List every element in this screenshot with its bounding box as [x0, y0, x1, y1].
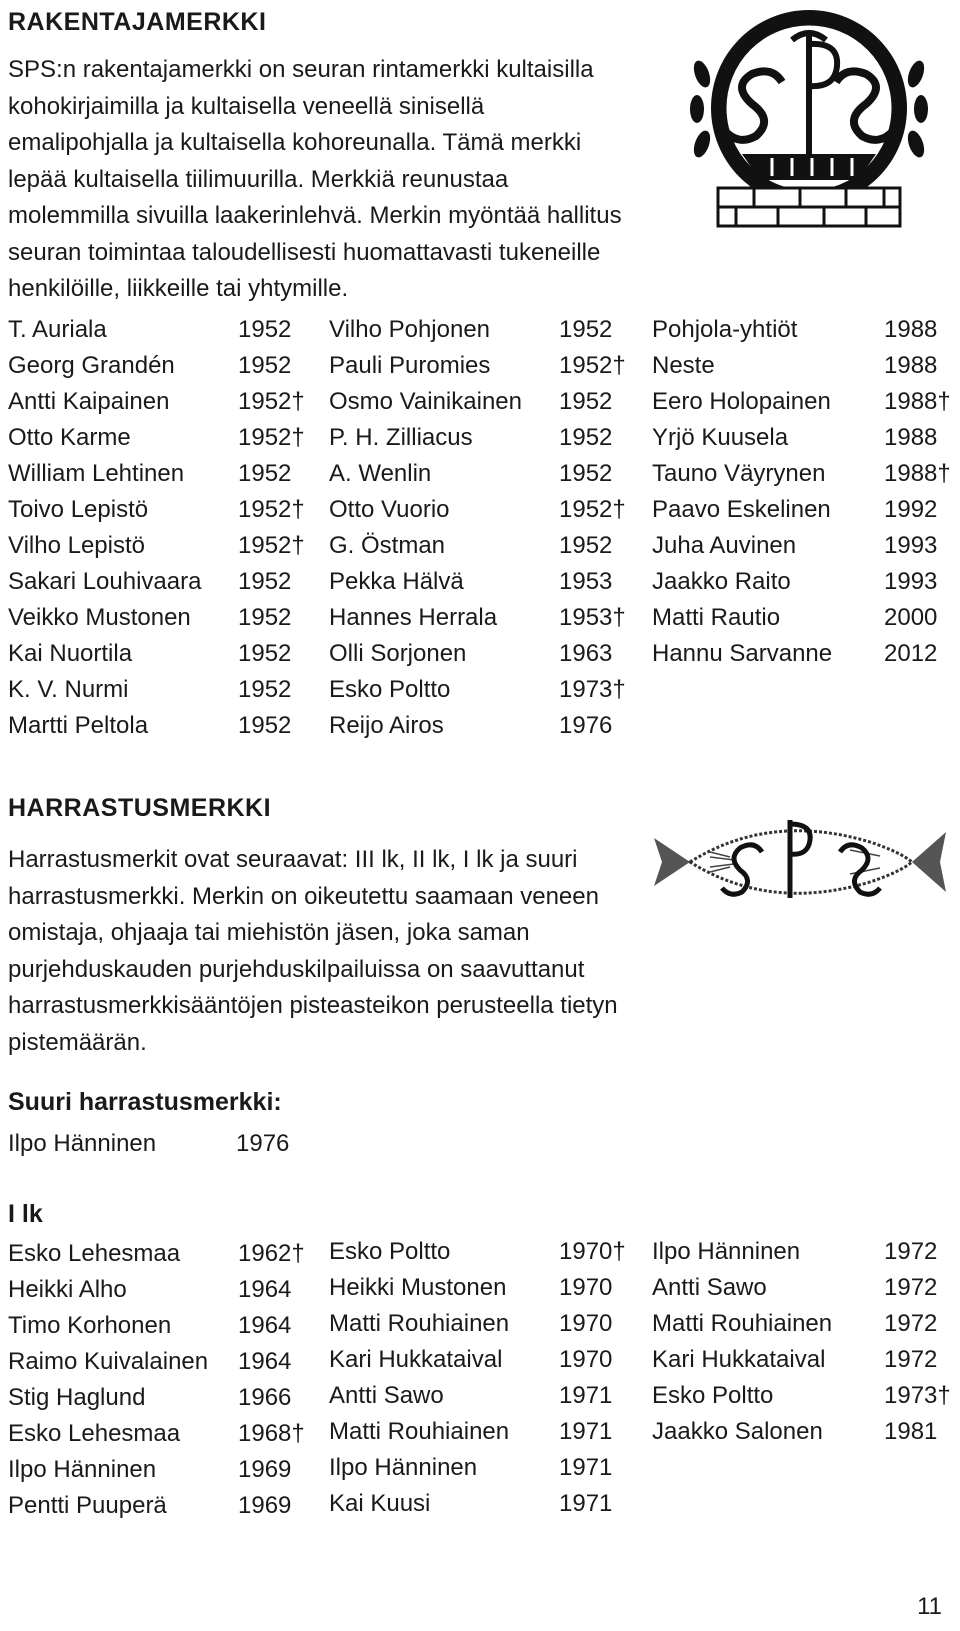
member-name: Ilpo Hänninen [8, 1456, 157, 1483]
member-name: Esko Lehesmaa [8, 1420, 181, 1447]
member-year: 1969 [238, 1492, 292, 1519]
member-year: 1972 [884, 1310, 938, 1337]
member-year: 1966 [238, 1384, 292, 1411]
member-year: 1988 [884, 352, 938, 379]
member-year: 1971 [559, 1454, 613, 1481]
member-name: Ilpo Hänninen [8, 1130, 157, 1157]
member-year: 1952 [238, 712, 292, 739]
member-name: Ilpo Hänninen [652, 1238, 801, 1265]
member-year: 1952 [559, 388, 613, 415]
member-year: 1952 [238, 604, 292, 631]
member-year: 1952† [559, 352, 626, 379]
harrastusmerkki-heading: HARRASTUSMERKKI [8, 794, 272, 822]
member-year: 1953† [559, 604, 626, 631]
member-year: 1952 [559, 460, 613, 487]
member-name: Heikki Alho [8, 1276, 127, 1303]
member-name: Matti Rautio [652, 604, 781, 631]
member-name: Pentti Puuperä [8, 1492, 167, 1519]
member-name: Antti Sawo [652, 1274, 767, 1301]
member-name: Pauli Puromies [329, 352, 491, 379]
member-year: 1988† [884, 388, 951, 415]
member-year: 1952† [238, 532, 305, 559]
member-name: Kai Kuusi [329, 1490, 431, 1517]
member-name: Matti Rouhiainen [329, 1418, 510, 1445]
member-name: Stig Haglund [8, 1384, 146, 1411]
member-year: 1972 [884, 1346, 938, 1373]
member-year: 1964 [238, 1312, 292, 1339]
rakentajamerkki-heading: RAKENTAJAMERKKI [8, 8, 267, 36]
member-name: Tauno Väyrynen [652, 460, 826, 487]
member-year: 2012 [884, 640, 938, 667]
member-year: 1963 [559, 640, 613, 667]
member-name: T. Auriala [8, 316, 107, 343]
member-name: Kai Nuortila [8, 640, 133, 667]
member-name: Paavo Eskelinen [652, 496, 831, 523]
boat-icon [742, 154, 876, 180]
member-year: 1952† [238, 388, 305, 415]
member-name: Vilho Lepistö [8, 532, 145, 559]
member-year: 2000 [884, 604, 938, 631]
member-year: 1970 [559, 1274, 613, 1301]
member-name: Antti Sawo [329, 1382, 444, 1409]
member-name: Jaakko Salonen [652, 1418, 823, 1445]
laurel-left-icon [690, 58, 713, 159]
member-name: Neste [652, 352, 715, 379]
rakentajamerkki-paragraph: SPS:n rakentajamerkki on seuran rintamerkki kultaisilla kohokirjaimilla ja kultaisella veneellä sinisellä emalipohjalla ja kultaisella kohoreunalla. Tämä merkki lepää kultaisella tiilimuurilla. Merkkiä reunustaa molemmilla sivuilla laakerinlehvä. Merkin myöntää hallitus seuran toimintaa taloudellisesti huomattavasti tukeneille henkilöille, liikkeille tai yhtymille. [8, 56, 622, 302]
member-name: Yrjö Kuusela [652, 424, 789, 451]
member-name: Toivo Lepistö [8, 496, 149, 523]
member-year: 1970 [559, 1310, 613, 1337]
member-name: Martti Peltola [8, 712, 149, 739]
member-year: 1972 [884, 1274, 938, 1301]
member-year: 1970 [559, 1346, 613, 1373]
member-name: Otto Karme [8, 424, 131, 451]
member-year: 1952 [238, 640, 292, 667]
member-year: 1952 [559, 532, 613, 559]
member-year: 1988 [884, 424, 938, 451]
member-year: 1971 [559, 1418, 613, 1445]
member-year: 1953 [559, 568, 613, 595]
suuri-harrastusmerkki-entry [8, 1130, 290, 1158]
member-name: Timo Korhonen [8, 1312, 172, 1339]
member-year: 1962† [238, 1240, 305, 1267]
member-name: Pohjola-yhtiöt [652, 316, 798, 343]
member-name: Veikko Mustonen [8, 604, 191, 631]
member-year: 1971 [559, 1382, 613, 1409]
member-name: Hannu Sarvanne [652, 640, 833, 667]
member-name: Eero Holopainen [652, 388, 831, 415]
member-name: Raimo Kuivalainen [8, 1348, 209, 1375]
member-year: 1969 [238, 1456, 292, 1483]
harrastusmerkki-fish-logo [650, 812, 950, 912]
member-name: William Lehtinen [8, 460, 185, 487]
member-year: 1970† [559, 1238, 626, 1265]
member-year: 1973† [559, 676, 626, 703]
member-year: 1964 [238, 1348, 292, 1375]
member-year: 1952 [238, 460, 292, 487]
member-year: 1952 [238, 352, 292, 379]
member-year: 1988 [884, 316, 938, 343]
member-year: 1973† [884, 1382, 951, 1409]
member-year: 1952 [238, 676, 292, 703]
member-year: 1976 [559, 712, 613, 739]
member-name: G. Östman [329, 532, 446, 559]
member-year: 1952† [238, 424, 305, 451]
rakentajamerkki-badge-logo [688, 4, 930, 232]
member-name: Reijo Airos [329, 712, 444, 739]
member-name: Esko Poltto [329, 676, 451, 703]
member-name: Sakari Louhivaara [8, 568, 202, 595]
member-name: K. V. Nurmi [8, 676, 129, 703]
member-name: Pekka Hälvä [329, 568, 464, 595]
member-year: 1993 [884, 568, 938, 595]
ilk-heading: I lk [8, 1200, 43, 1228]
member-year: 1952† [559, 496, 626, 523]
member-year: 1981 [884, 1418, 938, 1445]
member-name: Juha Auvinen [652, 532, 797, 559]
member-year: 1992 [884, 496, 938, 523]
member-year: 1964 [238, 1276, 292, 1303]
harrastusmerkki-paragraph: Harrastusmerkit ovat seuraavat: III lk, II lk, I lk ja suuri harrastusmerkki. Merkin on oikeutettu saamaan veneen omistaja, ohjaaja tai miehistön jäsen, joka saman purjehduskauden purjehduskilpailuissa on saavuttanut harrastusmerkkisääntöjen pisteasteikon perusteella tietyn pistemäärän. [8, 846, 618, 1056]
member-name: Ilpo Hänninen [329, 1454, 478, 1481]
member-year: 1952 [238, 316, 292, 343]
member-name: Jaakko Raito [652, 568, 791, 595]
member-name: Vilho Pohjonen [329, 316, 491, 343]
member-name: Heikki Mustonen [329, 1274, 507, 1301]
brick-wall-icon [718, 188, 900, 226]
member-name: Otto Vuorio [329, 496, 450, 523]
member-year: 1988† [884, 460, 951, 487]
laurel-right-icon [905, 58, 928, 159]
suuri-harrastusmerkki-heading: Suuri harrastusmerkki: [8, 1088, 282, 1116]
member-name: Matti Rouhiainen [652, 1310, 833, 1337]
fish-icon [654, 831, 946, 894]
member-year: 1968† [238, 1420, 305, 1447]
member-name: Esko Lehesmaa [8, 1240, 181, 1267]
member-name: Georg Grandén [8, 352, 175, 379]
member-year: 1952 [238, 568, 292, 595]
member-year: 1993 [884, 532, 938, 559]
member-name: Antti Kaipainen [8, 388, 170, 415]
member-year: 1952 [559, 424, 613, 451]
member-name: Kari Hukkataival [329, 1346, 503, 1373]
member-name: Olli Sorjonen [329, 640, 467, 667]
member-year: 1976 [236, 1130, 290, 1157]
member-name: Kari Hukkataival [652, 1346, 826, 1373]
member-name: Esko Poltto [652, 1382, 774, 1409]
member-year: 1952† [238, 496, 305, 523]
member-year: 1971 [559, 1490, 613, 1517]
member-name: Matti Rouhiainen [329, 1310, 510, 1337]
member-name: Hannes Herrala [329, 604, 498, 631]
member-name: Osmo Vainikainen [329, 388, 522, 415]
member-name: Esko Poltto [329, 1238, 451, 1265]
member-name: A. Wenlin [329, 460, 432, 487]
member-year: 1952 [559, 316, 613, 343]
page-number: 11 [917, 1593, 942, 1620]
member-name: P. H. Zilliacus [329, 424, 473, 451]
member-year: 1972 [884, 1238, 938, 1265]
